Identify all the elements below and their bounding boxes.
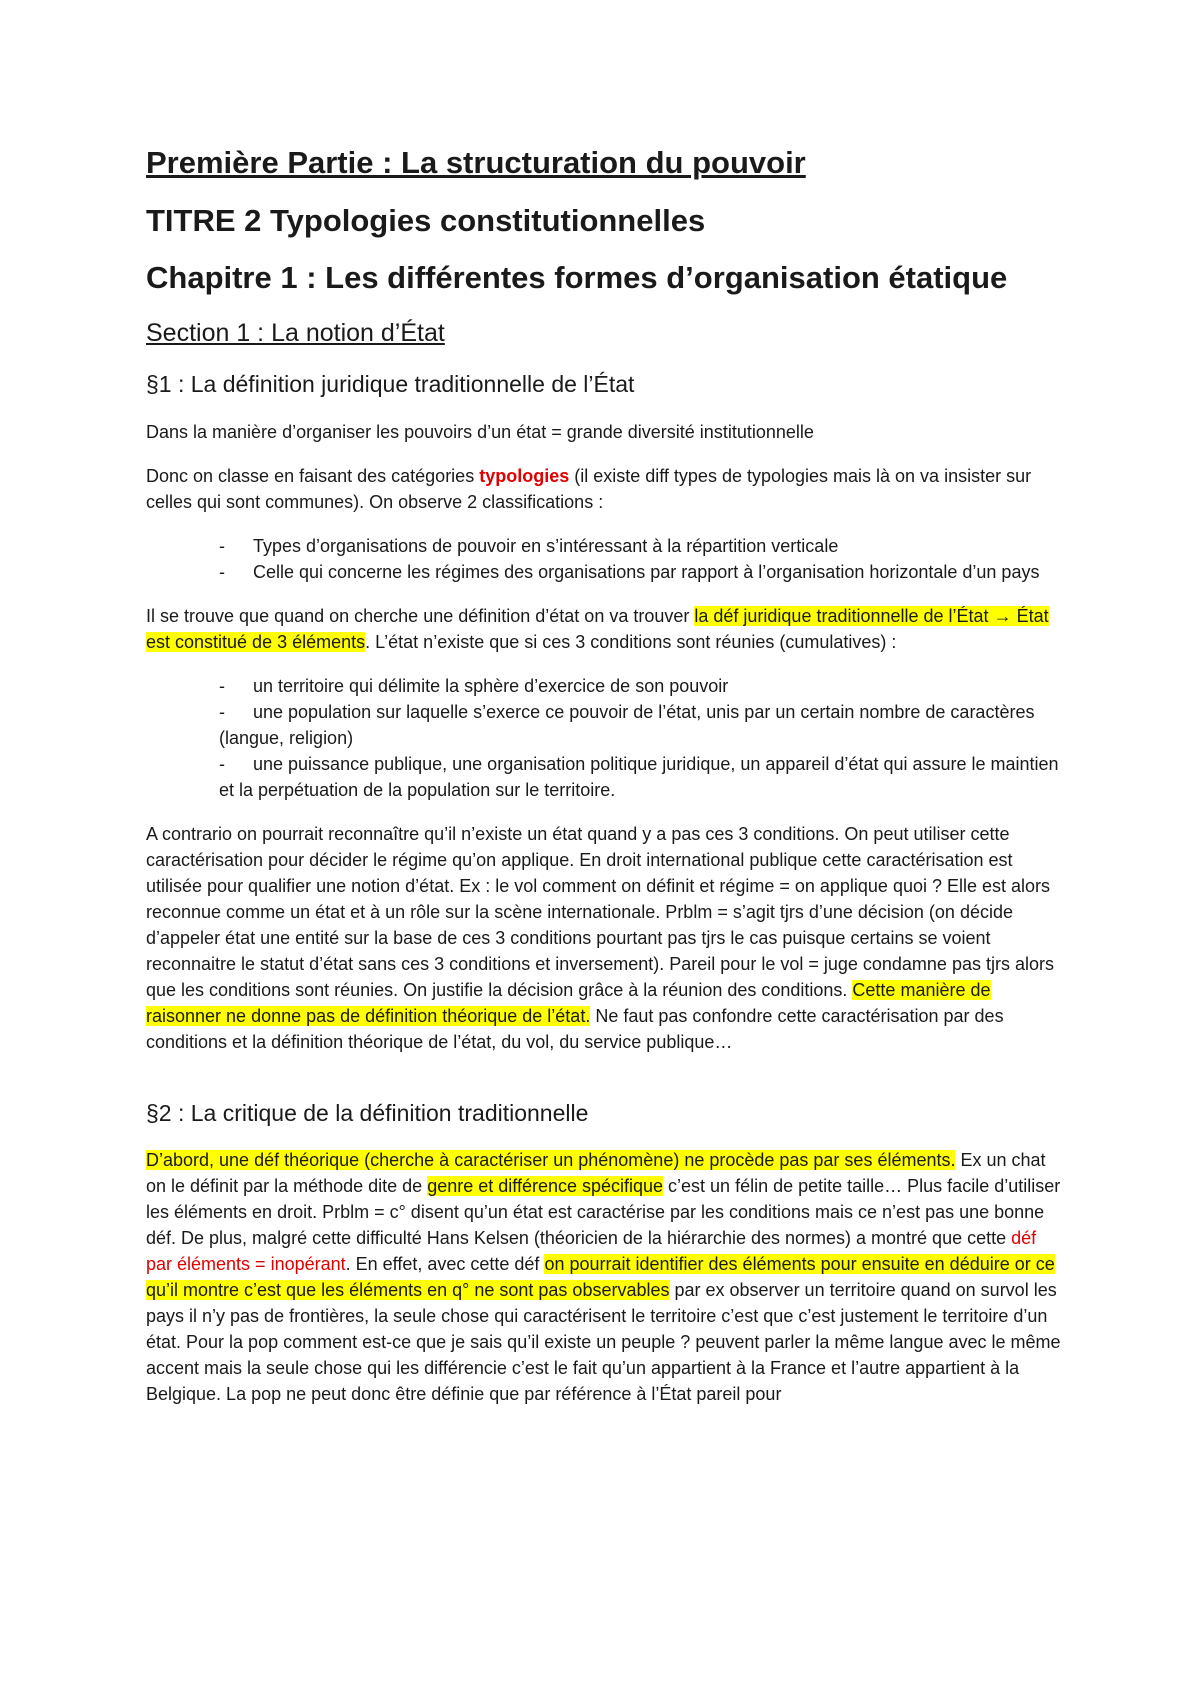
highlighted-text: la déf juridique traditionnelle de l’État → État est constitué de 3 éléments bbox=[146, 605, 1049, 652]
text-run: (il existe diff types de typologies mais là on va insister sur celles qui sont communes). On observe 2 classifications : bbox=[146, 465, 1032, 512]
text-run: c’est un félin de petite taille… Plus facile d’utiliser les éléments en droit. Prblm = c° disent qu’un état est caractérise par les conditions mais ce n’est pas une bonne déf. De plus, malgré cette difficulté Hans Kelsen (théoricien de la hiérarchie des normes) a montré que cette bbox=[146, 1176, 1061, 1249]
classifications-list bbox=[146, 533, 1066, 585]
text-run: . L’état n’existe que si ces 3 conditions sont réunies (cumulatives) : bbox=[365, 631, 897, 652]
list-item bbox=[185, 533, 1066, 559]
highlighted-text: genre et différence spécifique bbox=[427, 1176, 664, 1197]
list-item bbox=[185, 699, 1066, 751]
red-text: déf par éléments = inopérant bbox=[146, 1228, 1037, 1275]
typologies-paragraph bbox=[146, 463, 1066, 515]
definition-paragraph bbox=[146, 603, 1066, 655]
typologies-keyword: typologies bbox=[479, 465, 570, 486]
section-heading: Section 1 : La notion d’État bbox=[146, 318, 445, 347]
dash-bullet: - bbox=[219, 561, 225, 582]
text-run: Donc on classe en faisant des catégories bbox=[146, 465, 480, 486]
dash-bullet: - bbox=[219, 675, 225, 696]
titre-heading: TITRE 2 Typologies constitutionnelles bbox=[146, 202, 706, 238]
elements-list bbox=[146, 673, 1066, 803]
dash-bullet: - bbox=[219, 535, 225, 556]
list-item-text: Types d’organisations de pouvoir en s’intéressant à la répartition verticale bbox=[253, 535, 839, 556]
list-item bbox=[185, 559, 1066, 585]
paragraph-1-heading: §1 : La définition juridique traditionnelle de l’État bbox=[146, 370, 635, 397]
text-run: Ne faut pas confondre cette caractérisation par des conditions et la définition théorique de l’état, du vol, du service publique… bbox=[146, 1005, 1004, 1052]
critique-paragraph bbox=[146, 1147, 1066, 1407]
list-item bbox=[185, 751, 1066, 803]
text-run: . En effet, avec cette déf bbox=[345, 1254, 545, 1275]
text-run: Il se trouve que quand on cherche une définition d’état on va trouver bbox=[146, 605, 695, 626]
highlighted-text: on pourrait identifier des éléments pour ensuite en déduire or ce qu’il montre c’est que les éléments en q° ne sont pas observables bbox=[146, 1254, 1055, 1301]
spacer bbox=[146, 1073, 1066, 1099]
part-heading: Première Partie : La structuration du pouvoir bbox=[146, 145, 806, 180]
highlighted-text: D’abord, une déf théorique (cherche à caractériser un phénomène) ne procède pas par ses éléments. bbox=[146, 1150, 956, 1171]
list-item-text: Celle qui concerne les régimes des organisations par rapport à l’organisation horizontale d’un pays bbox=[253, 561, 1040, 582]
paragraph-2-heading: §2 : La critique de la définition traditionnelle bbox=[146, 1099, 589, 1126]
text-run: par ex observer un territoire quand on survol les pays il n’y pas de frontières, la seule chose qui caractérisent le territoire c’est que c’est justement le territoire d’un état. Pour la pop comment est-ce que je sais qu’il existe un peuple ? peuvent parler la même langue avec le même accent mais la seule chose qui les différencie c’est le fait qu’un appartient à la France et l’autre appartient à la Belgique. La pop ne peut donc être définie que par référence à l’État pareil pour bbox=[146, 1280, 1061, 1405]
chapter-heading: Chapitre 1 : Les différentes formes d’organisation étatique bbox=[146, 260, 1008, 296]
text-run: Ex un chat on le définit par la méthode dite de bbox=[146, 1150, 1046, 1197]
list-item-text: une population sur laquelle s’exerce ce pouvoir de l’état, unis par un certain nombre de caractères (langue, religion) bbox=[219, 701, 1035, 748]
list-item bbox=[185, 673, 1066, 699]
list-item-text: un territoire qui délimite la sphère d’exercice de son pouvoir bbox=[253, 675, 729, 696]
highlighted-text: Cette manière de raisonner ne donne pas de définition théorique de l’état. bbox=[146, 979, 991, 1026]
document-body bbox=[146, 145, 1066, 1425]
a-contrario-paragraph bbox=[146, 821, 1066, 1055]
intro-paragraph: Dans la manière d’organiser les pouvoirs d’un état = grande diversité institutionnelle bbox=[146, 421, 814, 442]
dash-bullet: - bbox=[219, 753, 225, 774]
dash-bullet: - bbox=[219, 701, 225, 722]
text-run: A contrario on pourrait reconnaître qu’il n’existe un état quand y a pas ces 3 conditions. On peut utiliser cette caractérisation pour décider le régime qu’on applique. En droit international publique cette caractérisation est utilisée pour qualifier une notion d’état. Ex : le vol comment on définit et régime = on applique quoi ? Elle est alors reconnue comme un état et à un rôle sur la scène internationale. Prblm = s’agit tjrs d’une décision (on décide d’appeler état une entité sur la base de ces 3 conditions pourtant pas tjrs le cas puisque certains se voient reconnaitre le statut d’état sans ces 3 conditions et inversement). Pareil pour le vol = juge condamne pas tjrs alors que les conditions sont réunies. On justifie la décision grâce à la réunion des conditions. bbox=[146, 823, 1054, 1000]
list-item-text: une puissance publique, une organisation politique juridique, un appareil d’état qui assure le maintien et la perpétuation de la population sur le territoire. bbox=[219, 753, 1059, 800]
